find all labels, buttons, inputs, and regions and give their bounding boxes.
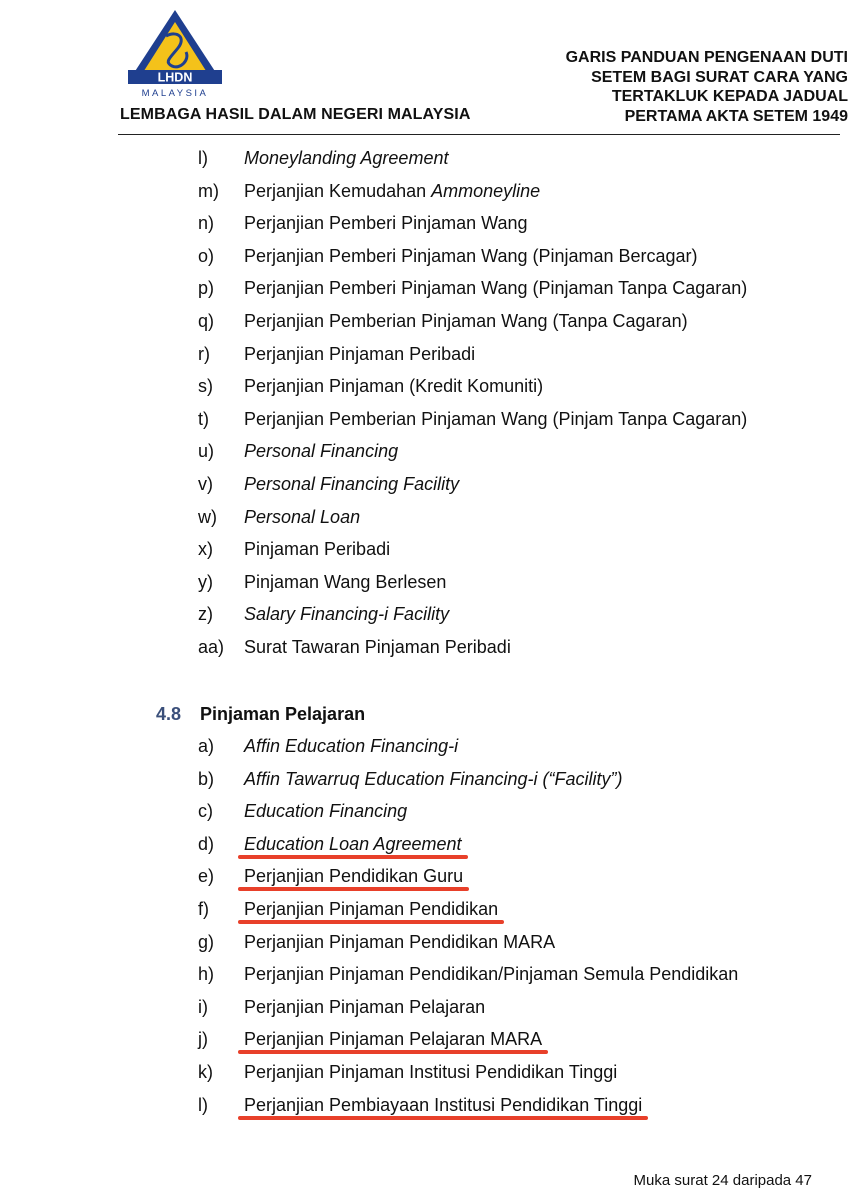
lhdn-logo bbox=[120, 8, 230, 104]
list-item-text bbox=[244, 536, 390, 562]
list-item-text-main: Affin Education Financing-i bbox=[244, 736, 459, 756]
list-item-text-main: Perjanjian Kemudahan bbox=[244, 180, 432, 201]
list-item bbox=[0, 275, 866, 301]
list-item-text bbox=[244, 569, 446, 595]
list-item-text-main: Salary Financing-i Facility bbox=[244, 604, 450, 625]
list-item-marker: l) bbox=[198, 1094, 208, 1115]
list-item-text bbox=[244, 896, 498, 922]
list-item-text bbox=[244, 601, 449, 627]
list-item-marker: h) bbox=[198, 964, 215, 985]
list-item-marker: v) bbox=[198, 474, 213, 494]
list-item-text bbox=[244, 308, 688, 334]
list-item-text bbox=[244, 504, 360, 530]
list-item bbox=[0, 471, 866, 497]
list-item-text bbox=[244, 341, 475, 367]
list-item-marker: b) bbox=[198, 768, 215, 789]
list-item-marker: j) bbox=[198, 1029, 208, 1050]
list-item-text-main: Perjanjian Pendidikan Guru bbox=[244, 866, 464, 887]
list-item-text-main: Personal Loan bbox=[244, 506, 361, 527]
list-item-marker: r) bbox=[198, 343, 210, 364]
list-item-text-main: Perjanjian Pinjaman (Kredit Komuniti) bbox=[244, 376, 544, 397]
highlight-underline bbox=[238, 887, 469, 891]
list-item-text-main: Pinjaman Wang Berlesen bbox=[244, 571, 447, 592]
list-item-text bbox=[244, 994, 485, 1020]
list-item-text bbox=[244, 210, 527, 236]
list-item-marker: n) bbox=[198, 213, 215, 234]
list-item bbox=[0, 634, 866, 660]
list-item-text bbox=[244, 798, 407, 824]
list-item-text bbox=[244, 1059, 617, 1085]
list-item-text-main: Perjanjian Pinjaman Pendidikan MARA bbox=[244, 931, 556, 952]
list-item bbox=[0, 863, 866, 889]
list-item bbox=[0, 178, 866, 204]
list-item-text-main: Perjanjian Pemberian Pinjaman Wang (Tanpa Cagaran) bbox=[244, 311, 688, 331]
list-item-text-main: Education Loan Agreement bbox=[244, 833, 462, 854]
list-item-marker: z) bbox=[198, 604, 213, 625]
section-number: 4.8 bbox=[156, 704, 182, 724]
list-item bbox=[0, 406, 866, 432]
list-item-marker: p) bbox=[198, 278, 215, 299]
list-item bbox=[0, 569, 866, 595]
list-item bbox=[0, 243, 866, 269]
list-item bbox=[0, 766, 866, 792]
organization-name: LEMBAGA HASIL DALAM NEGERI MALAYSIA bbox=[120, 106, 471, 123]
list-item bbox=[0, 210, 866, 236]
list-item-text bbox=[244, 275, 747, 301]
list-item-text bbox=[244, 929, 555, 955]
title-line: TERTAKLUK KEPADA JADUAL bbox=[611, 88, 848, 105]
logo-text: LHDN bbox=[157, 70, 193, 85]
list-item-text-main: Surat Tawaran Pinjaman Peribadi bbox=[244, 637, 511, 657]
list-item-marker: k) bbox=[198, 1062, 213, 1082]
section-title: Pinjaman Pelajaran bbox=[200, 704, 366, 724]
list-item-marker: s) bbox=[198, 376, 213, 397]
list-item-marker: d) bbox=[198, 833, 215, 854]
list-item-text bbox=[244, 1026, 542, 1052]
list-item bbox=[0, 1092, 866, 1118]
list-item-text bbox=[244, 438, 398, 464]
list-item-marker: q) bbox=[198, 311, 215, 331]
list-item bbox=[0, 961, 866, 987]
list-item bbox=[0, 994, 866, 1020]
list-item bbox=[0, 798, 866, 824]
list-item-text-main: Moneylanding Agreement bbox=[244, 148, 449, 168]
list-item bbox=[0, 733, 866, 759]
list-item-marker: u) bbox=[198, 441, 215, 462]
list-item-text bbox=[244, 961, 738, 987]
list-item-text-main: Perjanjian Pinjaman Pelajaran bbox=[244, 996, 486, 1017]
list-item-text-main: Perjanjian Pemberian Pinjaman Wang (Pinjam Tanpa Cagaran) bbox=[244, 408, 748, 429]
list-item-text-main: Perjanjian Pemberi Pinjaman Wang bbox=[244, 213, 528, 234]
list-item-marker: y) bbox=[198, 571, 213, 592]
page-number: Muka surat 24 daripada 47 bbox=[633, 1172, 812, 1189]
list-item-marker: aa) bbox=[198, 637, 225, 657]
title-line: GARIS PANDUAN PENGENAAN DUTI bbox=[565, 49, 848, 66]
list-item-text bbox=[244, 863, 463, 889]
list-item-marker: o) bbox=[198, 245, 215, 266]
list-item-text bbox=[244, 471, 459, 497]
list-item bbox=[0, 308, 866, 334]
list-item-text-main: Affin Tawarruq Education Financing-i (“Facility”) bbox=[244, 768, 623, 789]
list-item-text-main: Perjanjian Pemberi Pinjaman Wang (Pinjaman Bercagar) bbox=[244, 245, 698, 266]
list-item-marker: m) bbox=[198, 180, 219, 201]
list-item-text-main: Pinjaman Peribadi bbox=[244, 539, 391, 560]
list-item-text-main: Education Financing bbox=[244, 801, 408, 822]
logo-subtext: MALAYSIA bbox=[141, 88, 209, 99]
list-item-text-main: Perjanjian Pinjaman Institusi Pendidikan Tinggi bbox=[244, 1062, 618, 1082]
highlight-underline bbox=[238, 855, 468, 859]
list-item-text bbox=[244, 634, 511, 660]
list-item bbox=[0, 341, 866, 367]
list-item-text-main: Perjanjian Pemberi Pinjaman Wang (Pinjaman Tanpa Cagaran) bbox=[244, 278, 748, 299]
list-item-text-main: Perjanjian Pembiayaan Institusi Pendidikan Tinggi bbox=[244, 1094, 643, 1115]
list-item bbox=[0, 145, 866, 171]
list-item-text bbox=[244, 1092, 642, 1118]
list-item-text-main: Perjanjian Pinjaman Pendidikan bbox=[244, 899, 499, 919]
list-item-text bbox=[244, 766, 622, 792]
list-item-text-main: Personal Financing bbox=[244, 441, 399, 462]
title-line: PERTAMA AKTA SETEM 1949 bbox=[624, 107, 848, 125]
list-item-text bbox=[244, 406, 747, 432]
list-item-marker: l) bbox=[198, 148, 208, 168]
list-item-marker: x) bbox=[198, 539, 213, 560]
list-item-marker: g) bbox=[198, 931, 215, 952]
highlight-underline bbox=[238, 920, 504, 924]
list-item-text bbox=[244, 831, 462, 857]
list-item-text-main: Perjanjian Pinjaman Pendidikan/Pinjaman Semula Pendidikan bbox=[244, 964, 739, 985]
list-item bbox=[0, 831, 866, 857]
list-item bbox=[0, 929, 866, 955]
list-item-marker: f) bbox=[198, 899, 209, 919]
list-item-text-main: Personal Financing Facility bbox=[244, 474, 460, 494]
list-item-marker: t) bbox=[198, 408, 209, 429]
list-item bbox=[0, 1026, 866, 1052]
list-item-text bbox=[244, 145, 448, 171]
list-item bbox=[0, 438, 866, 464]
highlight-underline bbox=[238, 1050, 548, 1054]
document-title bbox=[488, 48, 848, 126]
list-item bbox=[0, 896, 866, 922]
list-item bbox=[0, 504, 866, 530]
list-item bbox=[0, 373, 866, 399]
list-item-text-main: Perjanjian Pinjaman Pelajaran MARA bbox=[244, 1029, 543, 1050]
header-divider bbox=[118, 134, 840, 135]
list-item-text bbox=[244, 243, 698, 269]
highlight-underline bbox=[238, 1116, 648, 1120]
list-item bbox=[0, 1059, 866, 1085]
list-item-marker: i) bbox=[198, 996, 208, 1017]
list-item-marker: e) bbox=[198, 866, 215, 887]
list-item-marker: w) bbox=[198, 506, 217, 527]
list-item-text-italic: Ammoneyline bbox=[431, 180, 541, 201]
list-item-marker: a) bbox=[198, 736, 215, 756]
list-item-marker: c) bbox=[198, 801, 213, 822]
list-item-text bbox=[244, 178, 540, 204]
list-item bbox=[0, 536, 866, 562]
list-item-text bbox=[244, 733, 458, 759]
list-item-text bbox=[244, 373, 543, 399]
list-item-text-main: Perjanjian Pinjaman Peribadi bbox=[244, 343, 476, 364]
list-item bbox=[0, 601, 866, 627]
title-line: SETEM BAGI SURAT CARA YANG bbox=[591, 68, 848, 86]
